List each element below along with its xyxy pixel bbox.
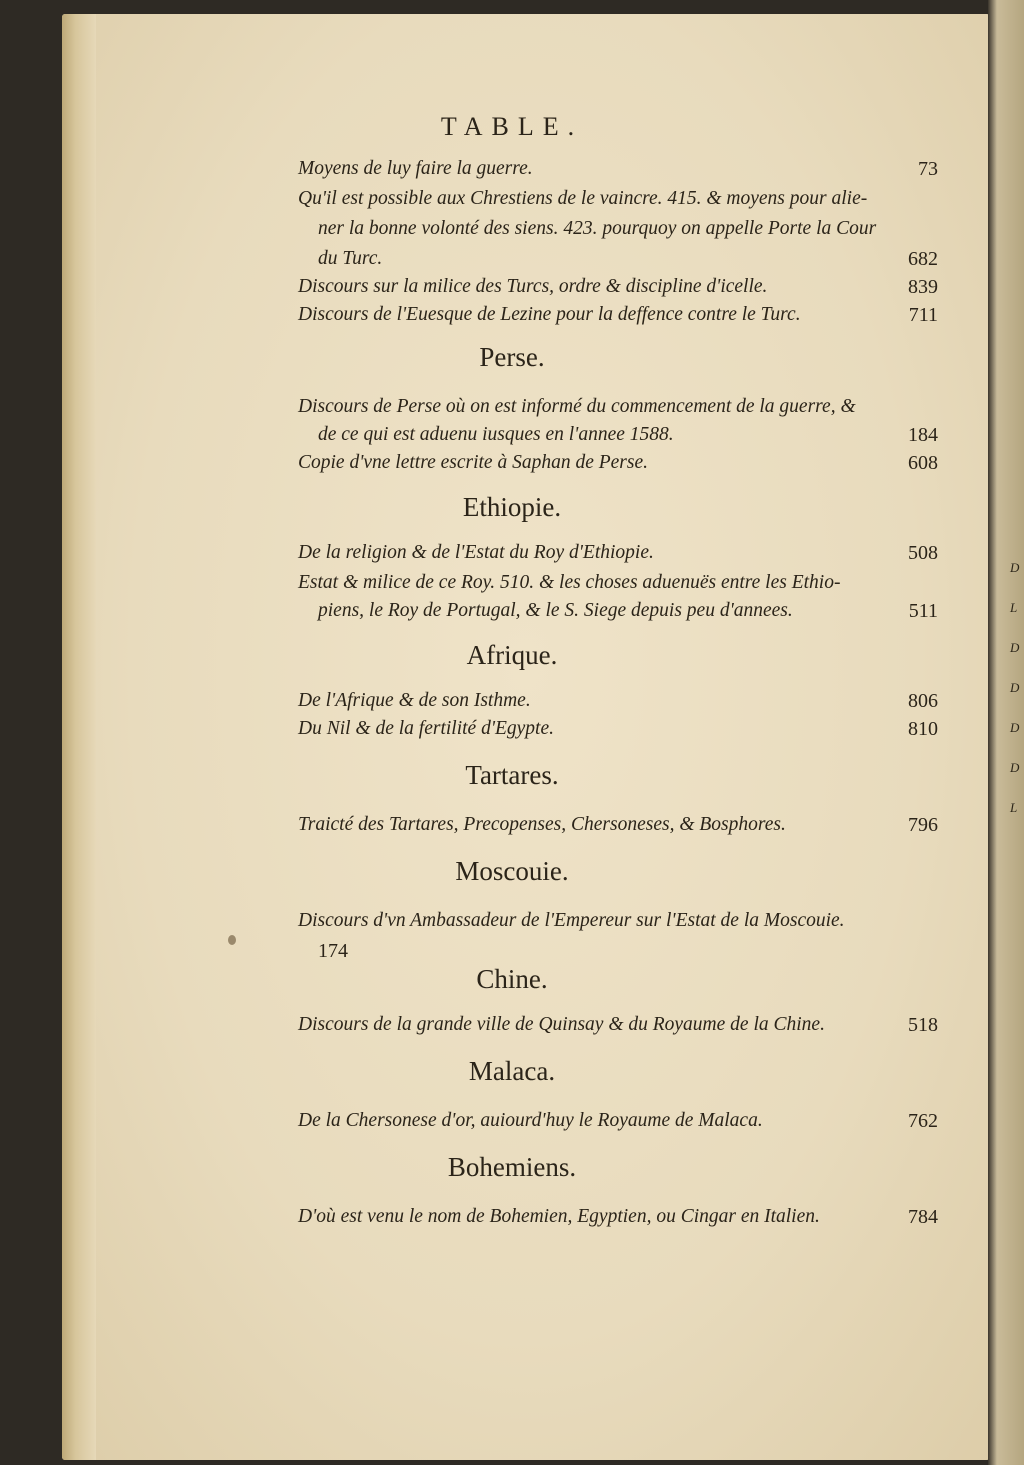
entry-text: Copie d'vne lettre escrite à Saphan de Perse.: [298, 452, 649, 473]
entry-page: 508: [908, 542, 938, 564]
entry-page: 184: [908, 424, 938, 446]
entry-text: Discours de Perse où on est informé du commencement de la guerre, &: [298, 396, 856, 417]
section-title-ethiopie: Ethiopie.: [462, 492, 562, 522]
toc-entry: [298, 276, 938, 298]
toc-entry: [318, 218, 938, 240]
section-title-malaca: Malaca.: [468, 1056, 556, 1086]
toc-entry: [298, 396, 938, 418]
toc-entry: [298, 1110, 938, 1132]
section-title-tartares: Tartares.: [465, 760, 559, 790]
toc-entry: [298, 1014, 938, 1036]
entry-text: piens, le Roy de Portugal, & le S. Siege depuis peu d'annees.: [318, 600, 793, 621]
entry-page: 518: [908, 1014, 938, 1036]
entry-page: 806: [908, 690, 938, 712]
toc-entry: [298, 188, 938, 210]
entry-page: 762: [908, 1110, 938, 1132]
section-title-perse: Perse.: [479, 342, 545, 372]
section-title-bohemiens: Bohemiens.: [447, 1152, 577, 1182]
toc-entry: [318, 248, 938, 270]
entry-text: De l'Afrique & de son Isthme.: [298, 690, 531, 711]
entry-text: Discours d'vn Ambassadeur de l'Empereur sur l'Estat de la Moscouie.: [298, 910, 845, 931]
entry-text: De la Chersonese d'or, auiourd'huy le Royaume de Malaca.: [298, 1110, 763, 1131]
toc-entry: [298, 304, 938, 326]
entry-page: 174: [318, 940, 348, 962]
toc-entry: [318, 424, 938, 446]
section-title-chine: Chine.: [476, 964, 548, 994]
entry-page: 711: [908, 304, 938, 326]
entry-page: 608: [908, 452, 938, 474]
entry-page: 810: [908, 718, 938, 740]
entry-text: Discours de la grande ville de Quinsay & du Royaume de la Chine.: [298, 1014, 825, 1035]
toc-entry: [298, 910, 938, 932]
entry-text: Discours sur la milice des Turcs, ordre & discipline d'icelle.: [298, 276, 768, 297]
entry-text: de ce qui est aduenu iusques en l'annee 1588.: [318, 424, 674, 445]
running-head: TABLE.: [440, 112, 584, 141]
toc-entry: [298, 1206, 938, 1228]
entry-text: Moyens de luy faire la guerre.: [298, 158, 533, 179]
entry-text: Traicté des Tartares, Precopenses, Chersoneses, & Bosphores.: [298, 814, 786, 835]
toc-entry: [318, 600, 938, 622]
facing-page-edge: D L D D D D L: [988, 0, 1024, 1465]
entry-page: 511: [908, 600, 938, 622]
entry-page: 73: [918, 158, 938, 180]
entry-page: 839: [908, 276, 938, 298]
section-title-afrique: Afrique.: [466, 640, 558, 670]
entry-text: ner la bonne volonté des siens. 423. pourquoy on appelle Porte la Cour: [318, 218, 877, 239]
entry-page: 682: [908, 248, 938, 270]
entry-text: du Turc.: [318, 248, 383, 269]
section-title-moscouie: Moscouie.: [455, 856, 569, 886]
toc-entry: [298, 158, 938, 180]
toc-entry: [298, 452, 938, 474]
toc-entry: [298, 690, 938, 712]
entry-text: Discours de l'Euesque de Lezine pour la deffence contre le Turc.: [298, 304, 801, 325]
entry-text: Du Nil & de la fertilité d'Egypte.: [298, 718, 555, 739]
entry-page: 784: [908, 1206, 938, 1228]
entry-text: Estat & milice de ce Roy. 510. & les choses aduenuës entre les Ethio-: [298, 572, 841, 593]
entry-text: De la religion & de l'Estat du Roy d'Ethiopie.: [298, 542, 654, 563]
toc-entry: [298, 814, 938, 836]
entry-text: D'où est venu le nom de Bohemien, Egyptien, ou Cingar en Italien.: [298, 1206, 820, 1227]
toc-entry: [298, 718, 938, 740]
toc-entry: [298, 572, 938, 594]
toc-entry: [298, 542, 938, 564]
entry-page: 796: [908, 814, 938, 836]
entry-text: Qu'il est possible aux Chrestiens de le vaincre. 415. & moyens pour alie-: [298, 188, 868, 209]
